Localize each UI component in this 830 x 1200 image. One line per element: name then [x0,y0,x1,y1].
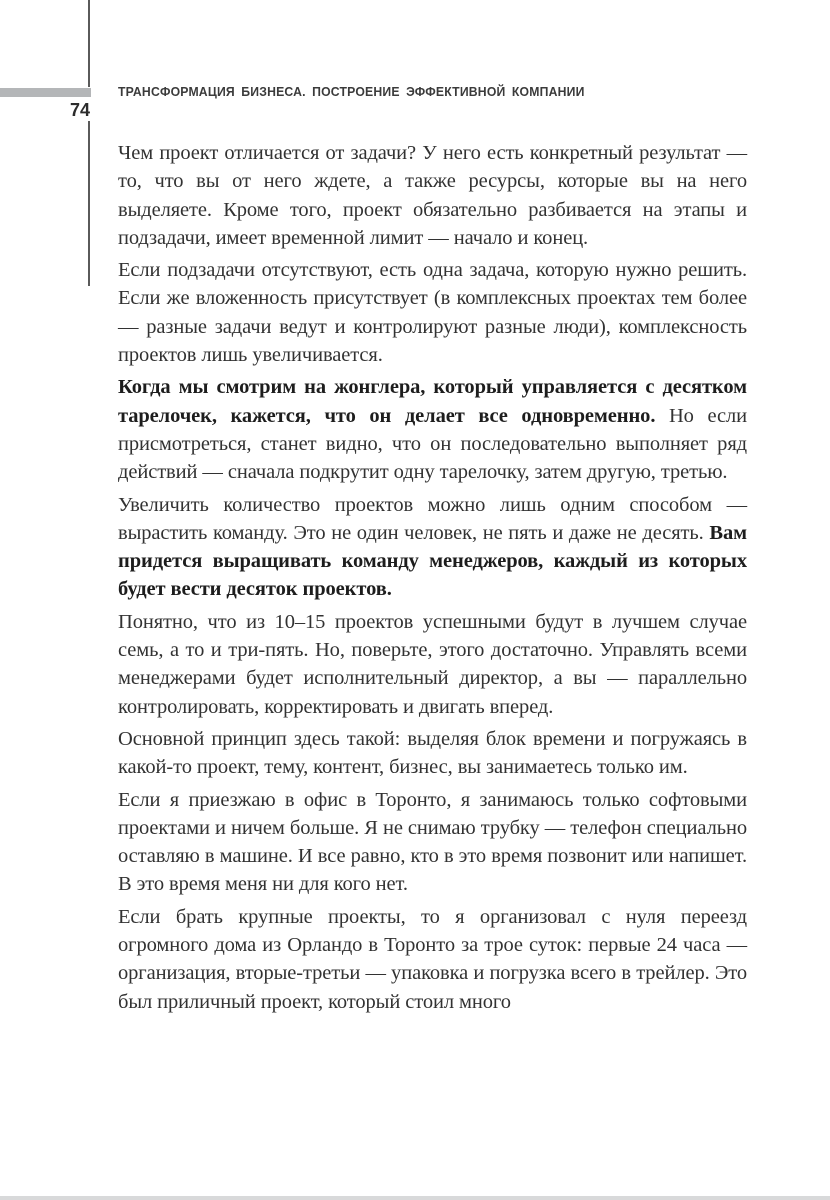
running-header: ТРАНСФОРМАЦИЯ БИЗНЕСА. ПОСТРОЕНИЕ ЭФФЕКТИВНОЙ КОМПАНИИ [118,84,585,99]
text-segment: Основной принцип здесь такой: выделяя блок времени и погружаясь в какой-то проект, тему, контент, бизнес, вы занимаетесь только им. [118,727,747,779]
bold-text-segment: Когда мы смотрим на жонглера, который управляется с десятком тарелочек, кажется, что он делает все одновременно. [118,376,747,427]
text-segment: Увеличить количество проектов можно лишь одним способом — вырастить команду. Это не один человек, не пять и даже не десять. [118,493,747,544]
header-gray-bar [0,88,91,97]
page-number: 74 [69,100,90,120]
bold-text-segment: Вам придется выращивать команду менеджеров, каждый из которых будет вести десяток проектов. [118,521,747,601]
paragraph [118,903,747,1016]
text-segment: Чем проект отличается от задачи? У него есть конкретный результат — то, что вы от него ждете, а также ресурсы, которые вы на него выделяете. Кроме того, проект обязательно разбивается на этапы и подзадачи, имеет временной лимит — начало и конец. [118,142,747,249]
paragraph [118,608,747,721]
paragraph [118,373,747,486]
paragraph [118,256,747,369]
paragraph [118,725,747,782]
left-margin-rule-top [88,0,90,87]
paragraph [118,786,747,899]
paragraph [118,491,747,604]
text-segment: Но если присмотреться, станет видно, что он последовательно выполняет ряд действий — сначала подкрутит одну тарелочку, затем другую, третью. [118,404,747,484]
paragraph [118,139,747,252]
text-segment: Понятно, что из 10–15 проектов успешными будут в лучшем случае семь, а то и три-пять. Но, поверьте, этого достаточно. Управлять всеми менеджерами будет исполнительный директор, а вы — параллельно контролировать, корректировать и двигать вперед. [118,610,747,718]
left-margin-rule-bottom [88,121,90,286]
page-bottom-edge [0,1196,830,1200]
text-segment: Если подзадачи отсутствуют, есть одна задача, которую нужно решить. Если же вложенность присутствует (в комплексных проектах тем более — разные задачи ведут и контролируют разные люди), комплексность проектов лишь увеличивается. [118,259,747,367]
text-segment: Если брать крупные проекты, то я организовал с нуля переезд огромного дома из Орландо в Торонто за трое суток: первые 24 часа — организация, вторые-третьи — упаковка и погрузка всего в трейлер. Это был приличный проект, который стоил много [118,905,747,1013]
text-segment: Если я приезжаю в офис в Торонто, я занимаюсь только софтовыми проектами и ничем больше. Я не снимаю трубку — телефон специально оставляю в машине. И все равно, кто в это время позвонит или напишет. В это время меня ни для кого нет. [118,788,747,896]
body-text [118,139,747,1020]
